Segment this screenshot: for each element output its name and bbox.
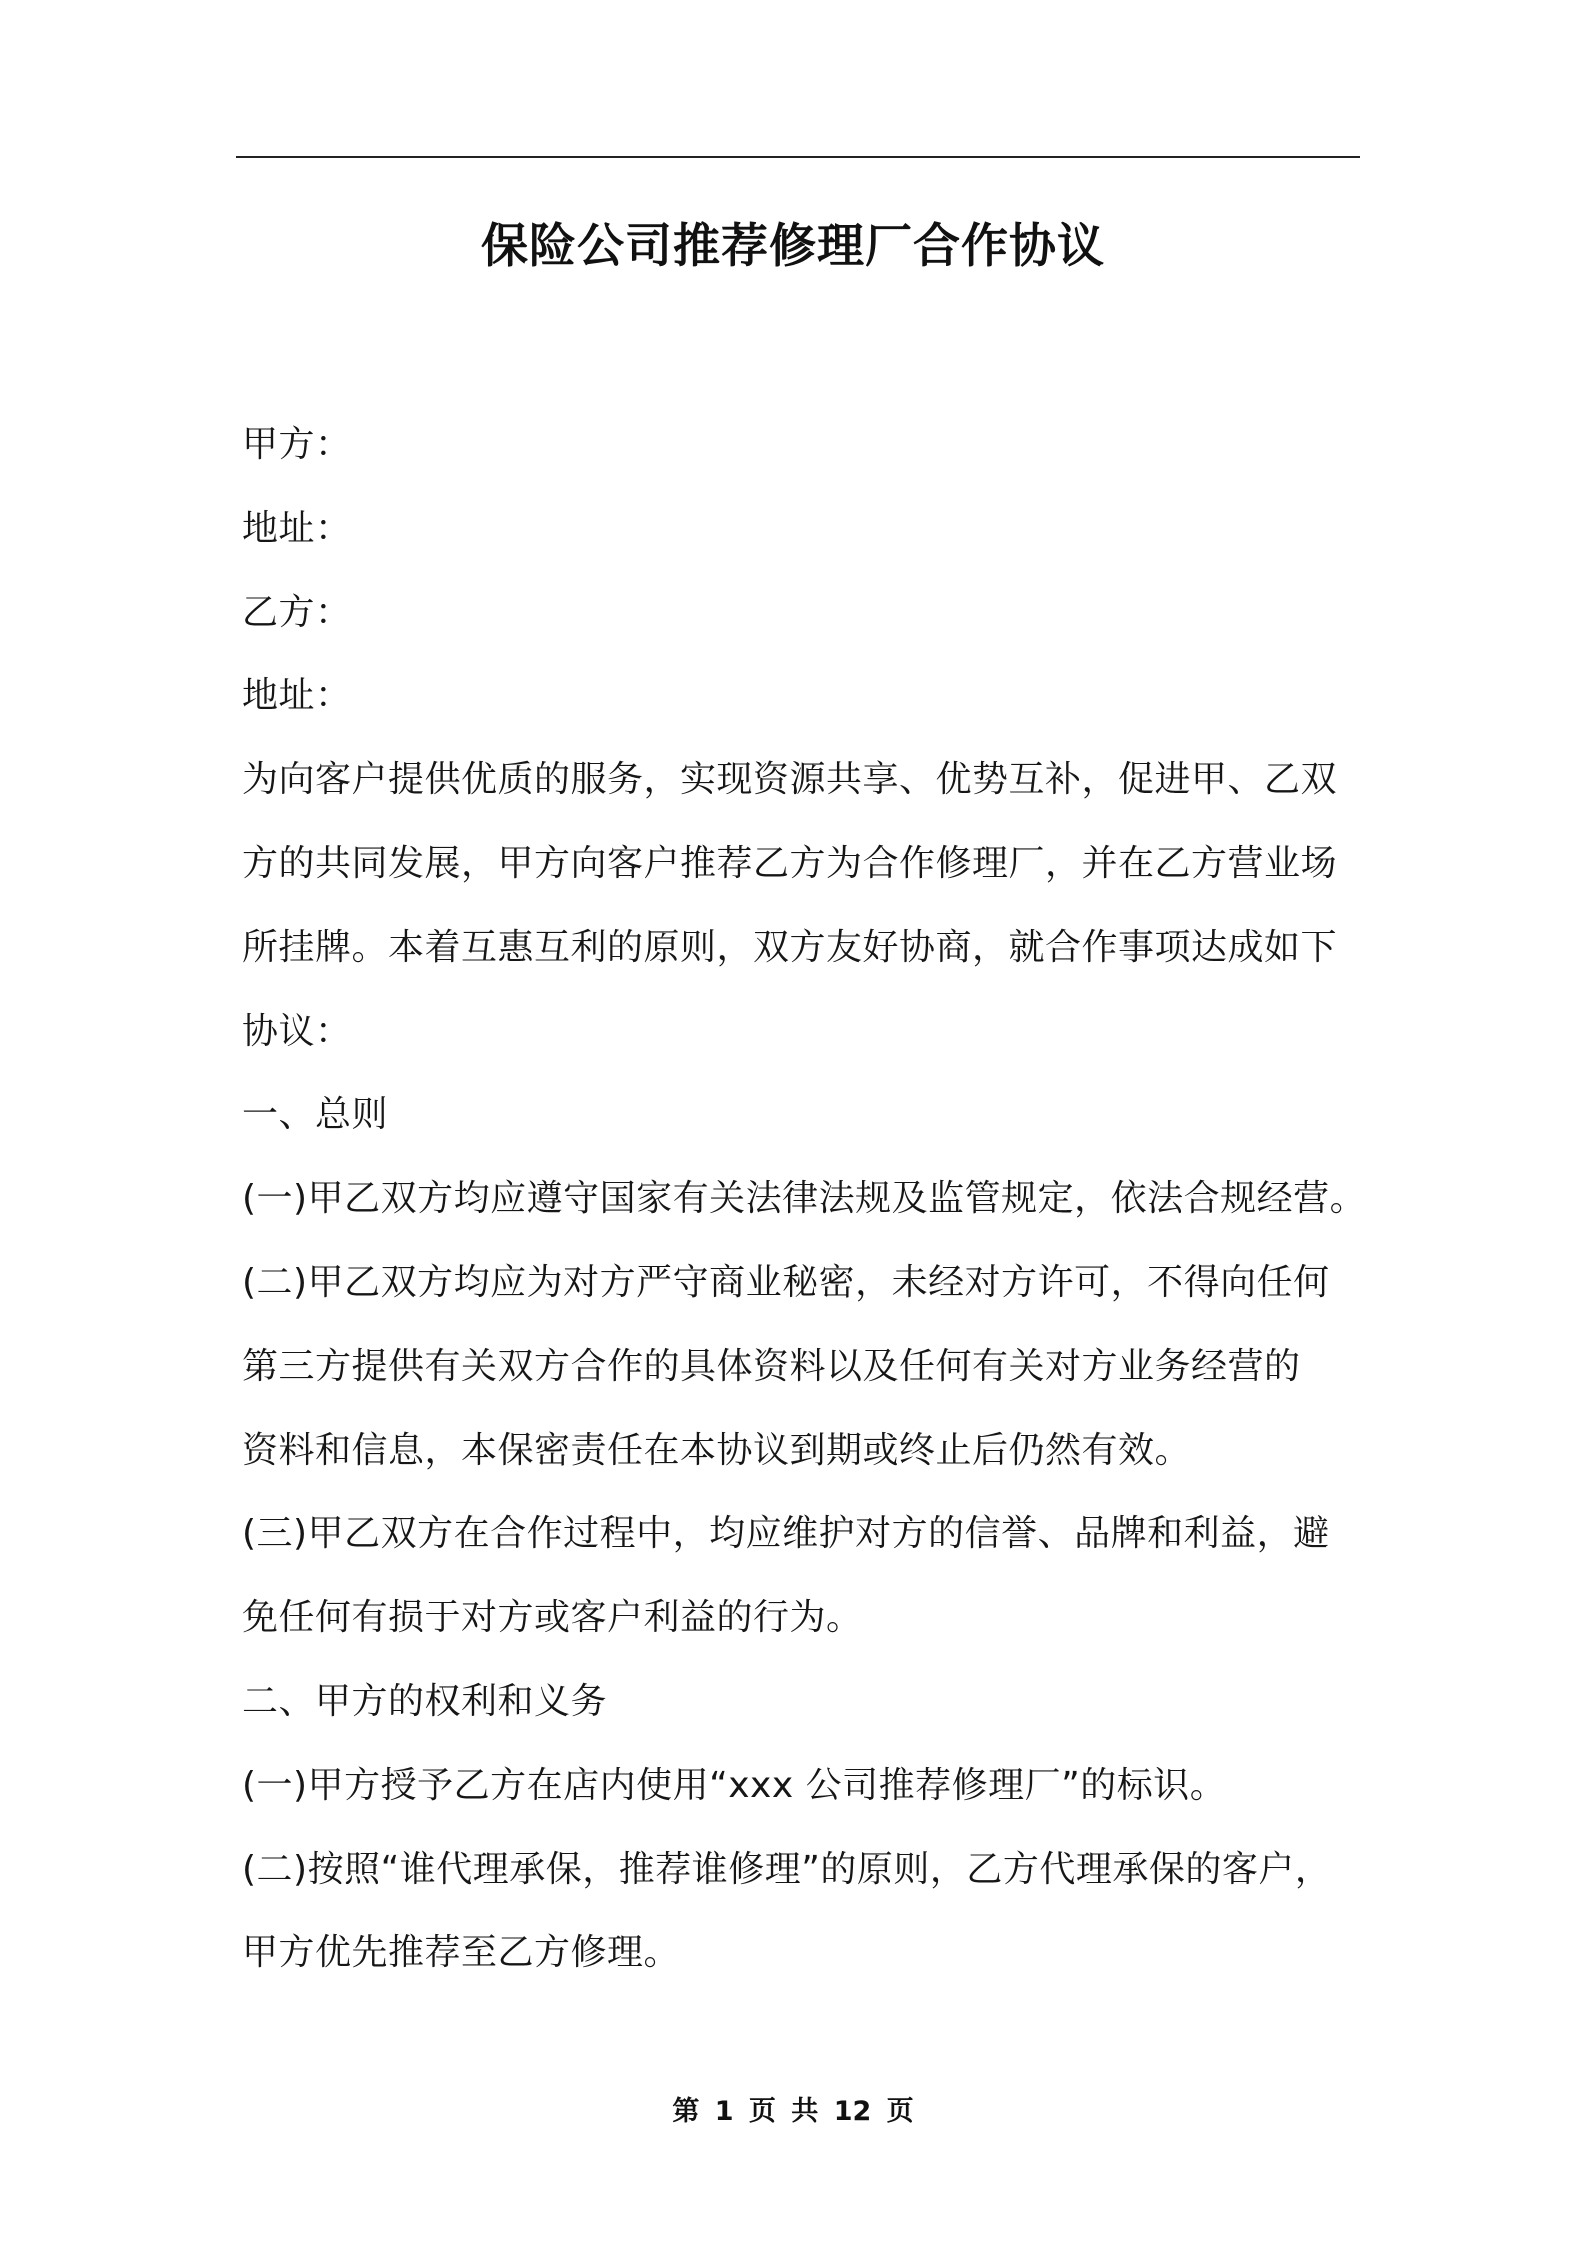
preamble-line: 为向客户提供优质的服务，实现资源共享、优势互补，促进甲、乙双 — [242, 759, 1338, 801]
clause-line: (三)甲乙双方在合作过程中，均应维护对方的信誉、品牌和利益，避 — [242, 1513, 1330, 1555]
party-a-address-line: 地址： — [242, 507, 352, 549]
clause-line: 第三方提供有关双方合作的具体资料以及任何有关对方业务经营的 — [242, 1345, 1301, 1387]
party-b-line: 乙方： — [242, 591, 352, 633]
clause-line: (二)按照“谁代理承保，推荐谁修理”的原则，乙方代理承保的客户， — [242, 1848, 1332, 1890]
clause-line: (一)甲乙双方均应遵守国家有关法律法规及监管规定，依法合规经营。 — [242, 1178, 1367, 1220]
clause-line: 甲方优先推荐至乙方修理。 — [242, 1932, 681, 1974]
preamble-line: 方的共同发展，甲方向客户推荐乙方为合作修理厂，并在乙方营业场 — [242, 842, 1338, 884]
page-number-footer: 第 1 页 共 12 页 — [672, 2096, 914, 2127]
document-title: 保险公司推荐修理厂合作协议 — [481, 219, 1105, 274]
preamble-line: 协议： — [242, 1010, 352, 1052]
clause-line: 免任何有损于对方或客户利益的行为。 — [242, 1597, 863, 1639]
party-b-address-line: 地址： — [242, 675, 352, 717]
clause-line: 资料和信息，本保密责任在本协议到期或终止后仍然有效。 — [242, 1429, 1192, 1471]
document-body — [242, 403, 1372, 1995]
clause-line: (二)甲乙双方均应为对方严守商业秘密，未经对方许可，不得向任何 — [242, 1261, 1330, 1303]
clause-line: (一)甲方授予乙方在店内使用“xxx 公司推荐修理厂”的标识。 — [242, 1764, 1227, 1806]
preamble-line: 所挂牌。本着互惠互利的原则，双方友好协商，就合作事项达成如下 — [242, 926, 1338, 968]
section-heading: 二、甲方的权利和义务 — [242, 1680, 608, 1722]
section-heading: 一、总则 — [242, 1094, 389, 1136]
header-rule — [236, 156, 1360, 158]
party-a-line: 甲方： — [242, 424, 352, 465]
